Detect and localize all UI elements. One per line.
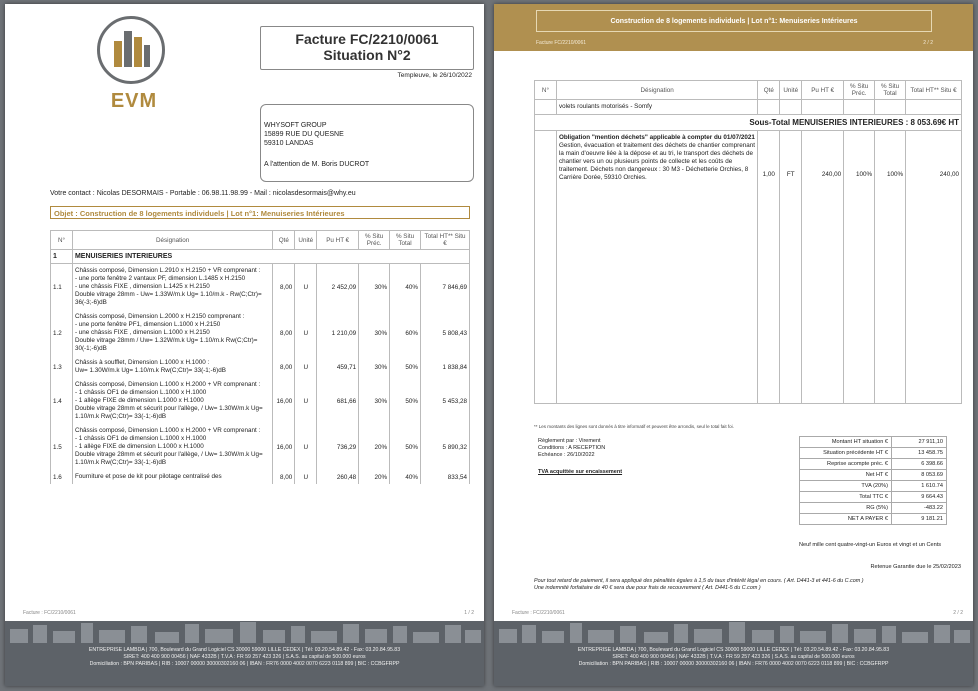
row-total: 833,54 [421,470,470,484]
row-qte: 16,00 [273,378,295,424]
company-footer-line3: Domiciliation : BPN PARIBAS | RIB : 10007 00000 30000302160 06 | IBAN : FR76 0000 4002 0070 6223 0118 899 | BIC : CCBGFRPP [578,661,889,667]
row-designation: Châssis à soufflet, Dimension L.1000 x H.1000 : Uw= 1.30W/m.k Ug= 1.10/m.k Rw(C;Ctr)= 33(-1;-6)dB [72,356,272,378]
col-num: N° [535,81,557,100]
rounding-note: ** Les montants des lignes sont donnés à titre informatif et peuvent être arrondis, seul le total fait foi. [534,424,734,429]
dechets-prec: 100% [844,131,875,186]
subtotal-row [535,115,962,131]
totals-label: NET A PAYER € [800,514,892,525]
contact-line: Votre contact : Nicolas DESORMAIS - Portable : 06.98.11.98.99 - Mail : nicolasdesormais@why.eu [50,190,356,197]
col-designation: Désignation [556,81,757,100]
row-qte: 8,00 [273,264,295,311]
row-unite: U [295,378,317,424]
client-name: WHYSOFT GROUP [264,122,327,129]
row-total: 1 838,84 [421,356,470,378]
row-pu: 736,29 [317,424,359,470]
col-unite: Unité [295,231,317,250]
footer-ref: Facture : FC/2210/0061 [512,610,565,616]
dechets-qte: 1,00 [758,131,780,186]
invoice-table [50,230,470,484]
dechets-desc: Gestion, évacuation et traitement des déchets de chantier comprenant la main d'oeuvre liée à la dépose et au tri, le transport des déchets de chantier vers un ou plusieurs points de collecte et les coûts de traitement. Déchets non dangereux : 30 M3 - Déchetterie Orchies, 8 Carrière Dorée, 59310 Orchies. [558,142,755,181]
totals-label: TVA (20%) [800,481,892,492]
subtotal-text: Sous-Total MENUISERIES INTERIEURES : 8 053.69€ HT [535,115,962,131]
row-situ-total: 40% [390,470,421,484]
totals-label: Net HT € [800,470,892,481]
table-row [535,131,962,186]
dechets-total: 240,00 [906,131,962,186]
totals-table [799,436,947,525]
tva-note: TVA acquittée sur encaissement [538,469,623,475]
situation-title: Situation N°2 [323,47,411,63]
payment-conditions: Conditions : A RECEPTION [538,445,606,451]
row-situ-total: 40% [390,264,421,311]
table-row [51,310,470,356]
company-footer-band [494,621,973,686]
totals-value: -483.22 [892,503,947,514]
totals-value: 8 053.69 [892,470,947,481]
col-unite: Unité [780,81,802,100]
col-prec: % Situ Préc. [844,81,875,100]
row-prec: 20% [359,470,390,484]
row-prec: 30% [359,310,390,356]
object-line: Objet : Construction de 8 logements individuels | Lot n°1: Menuiseries Intérieures [50,206,470,219]
totals-value: 27 911,10 [892,437,947,448]
company-footer-line2: SIRET: 400 400 900 00456 | NAF 4332B | T.V.A : FR 59 257 423 326 | S.A.S. au capital de 500.000 euros [123,654,366,660]
section-num: 1 [51,250,73,264]
totals-value: 1 610.74 [892,481,947,492]
row-num: 1.2 [51,310,73,356]
table-row [51,356,470,378]
row-qte: 8,00 [273,470,295,484]
page2-header-page: 2 / 2 [923,40,933,46]
row-designation: Châssis composé, Dimension L.2910 x H.2150 + VR comprenant : - une porte fenêtre 2 vantaux PF, dimension L.1485 x H.2150 - une châssis FIXE , dimension L.1425 x H.2150 Double vitrage 28mm - Uw= 1.33W/m.k Ug= 1.10/m.k - Rw(C;Ctr)= 36(-3;-6)dB [72,264,272,311]
row-unite: U [295,470,317,484]
late-payment-penalties: Pour tout retard de paiement, il sera appliqué des pénalités égales à 1,5 du taux d'intérêt légal en cours. ( Art. D441-3 et 441-6 du C.com ) Une indemnité forfaitaire de 40 € sera due pour frais de recouvrement ( Art. D441-5 du C.com ) [534,578,864,591]
city-skyline-icon [494,621,973,643]
company-logo [97,16,165,84]
row-pu: 459,71 [317,356,359,378]
invoice-page-1 [5,4,484,686]
continued-row-text: volets roulants motorisés - Somfy [556,100,757,115]
col-prec: % Situ Préc. [359,231,390,250]
retenue-garantie: Retenue Garantie due le 25/02/2023 [870,564,961,570]
table-header-row [51,231,470,250]
company-footer-line1: ENTREPRISE LAMBDA | 700, Boulevard du Grand Logiciel CS 30000 59000 LILLE CEDEX | Tél: 03.20.54.89.42 - Fax: 03.20.84.95.83 [577,647,890,653]
row-designation: Fourniture et pose de kit pour pilotage centralisé des [72,470,272,484]
company-footer-line2: SIRET: 400 400 900 00456 | NAF 4332B | T.V.A : FR 59 257 423 326 | S.A.S. au capital de 500.000 euros [612,654,855,660]
totals-row [800,492,947,503]
row-total: 5 453,28 [421,378,470,424]
dechets-total-pct: 100% [875,131,906,186]
row-prec: 30% [359,378,390,424]
totals-label: Montant HT situation € [800,437,892,448]
totals-value: 9 664.43 [892,492,947,503]
table-row [51,470,470,484]
totals-label: Total TTC € [800,492,892,503]
row-prec: 30% [359,264,390,311]
totals-row [800,437,947,448]
client-street: 15899 RUE DU QUESNE [264,131,344,138]
totals-label: Reprise acompte préc. € [800,459,892,470]
row-unite: U [295,356,317,378]
company-footer-line3: Domiciliation : BPN PARIBAS | RIB : 10007 00000 30000302160 06 | IBAN : FR76 0000 4002 0070 6223 0118 899 | BIC : CCBGFRPP [89,661,400,667]
section-row [51,250,470,264]
table-filler-row [535,185,962,403]
col-situ-total: % Situ Total [390,231,421,250]
row-total: 5 808,43 [421,310,470,356]
totals-row [800,514,947,525]
invoice-table-continued [534,80,962,404]
invoice-title: Facture FC/2210/0061 [295,31,439,47]
page2-header-title: Construction de 8 logements individuels | Lot n°1: Menuiseries Intérieures [536,10,932,32]
table-row [51,424,470,470]
table-row [51,378,470,424]
totals-value: 13 458.75 [892,448,947,459]
row-total: 5 890,32 [421,424,470,470]
row-situ-total: 50% [390,356,421,378]
payment-terms [538,438,605,459]
row-designation: Châssis composé, Dimension L.1000 x H.2000 + VR comprenant : - 1 châssis OF1 de dimension L.1000 x H.1000 - 1 allège FIXE de dimension L.1000 x H.1000 Double vitrage 28mm et sécurit pour l'allège, / Uw= 1.30W/m.k Ug= 1.10/m.k Rw(C;Ctr)= 33(-1;-6)dB [72,378,272,424]
row-total: 7 846,69 [421,264,470,311]
totals-value: 6 398.66 [892,459,947,470]
company-footer-line1: ENTREPRISE LAMBDA | 700, Boulevard du Grand Logiciel CS 30000 59000 LILLE CEDEX | Tél: 03.20.54.89.42 - Fax: 03.20.84.95.83 [88,647,401,653]
dechets-unite: FT [780,131,802,186]
row-num: 1.1 [51,264,73,311]
row-unite: U [295,264,317,311]
row-qte: 8,00 [273,356,295,378]
footer-page: 1 / 2 [464,610,474,616]
company-footer-band [5,621,484,686]
totals-row [800,503,947,514]
footer-page: 2 / 2 [953,610,963,616]
totals-row [800,459,947,470]
logo-text: EVM [110,90,158,112]
totals-label: Situation précédente HT € [800,448,892,459]
col-total: Total HT** Situ € [421,231,470,250]
col-pu: Pu HT € [317,231,359,250]
invoice-date: Templeuve, le 26/10/2022 [397,72,472,79]
payment-method: Règlement par : Virement [538,438,601,444]
row-unite: U [295,424,317,470]
col-pu: Pu HT € [802,81,844,100]
row-pu: 2 452,09 [317,264,359,311]
col-total: Total HT** Situ € [906,81,962,100]
section-label: MENUISERIES INTERIEURES [72,250,469,264]
row-designation: Châssis composé, Dimension L.2000 x H.2150 comprenant : - une porte fenêtre PF1, dimension L.1000 x H.2150 - une châssis FIXE , dimension L.1000 x H.2150 Double vitrage 28mm / Uw= 1.32W/m.k Ug= 1.10/m.k Rw(C;Ctr)= 30(-1;-6)dB [72,310,272,356]
row-prec: 30% [359,356,390,378]
totals-label: RG (5%) [800,503,892,514]
row-num: 1.6 [51,470,73,484]
client-attention: A l'attention de M. Boris DUCROT [264,161,370,168]
totals-row [800,481,947,492]
col-num: N° [51,231,73,250]
row-qte: 8,00 [273,310,295,356]
payment-due: Echéance : 26/10/2022 [538,452,595,458]
row-num: 1.4 [51,378,73,424]
amount-in-words: Neuf mille cent quatre-vingt-un Euros et vingt et un Cents [799,542,942,548]
row-situ-total: 50% [390,424,421,470]
table-row [535,100,962,115]
dechets-title: Obligation "mention déchets" applicable à compter du 01/07/2021 [558,134,755,141]
row-situ-total: 60% [390,310,421,356]
row-designation: Châssis composé, Dimension L.1000 x H.2000 + VR comprenant : - 1 châssis OF1 de dimension L.1000 x H.1000 - 1 allège FIXE de dimension L.1000 x H.1000 Double vitrage 28mm et sécurit pour l'allège, / Uw= 1.30W/m.k Ug= 1.10/m.k Rw(C;Ctr)= 33(-1;-6)dB [72,424,272,470]
invoice-page-2 [494,4,973,686]
row-pu: 681,66 [317,378,359,424]
totals-row [800,448,947,459]
table-row [51,264,470,311]
client-city: 59310 LANDAS [264,140,314,147]
client-address-box [260,104,474,182]
row-num: 1.5 [51,424,73,470]
col-qte: Qté [758,81,780,100]
totals-value: 9 181.21 [892,514,947,525]
city-skyline-icon [5,621,484,643]
row-prec: 20% [359,424,390,470]
totals-row [800,470,947,481]
row-qte: 16,00 [273,424,295,470]
row-pu: 1 210,09 [317,310,359,356]
dechets-pu: 240,00 [802,131,844,186]
row-unite: U [295,310,317,356]
page2-header-ref: Facture FC/2210/0061 [536,40,587,46]
col-designation: Désignation [72,231,272,250]
col-situ-total: % Situ Total [875,81,906,100]
row-pu: 260,48 [317,470,359,484]
row-situ-total: 50% [390,378,421,424]
row-num: 1.3 [51,356,73,378]
footer-ref: Facture : FC/2210/0061 [23,610,76,616]
col-qte: Qté [273,231,295,250]
invoice-title-box [260,26,474,70]
table-header-row [535,81,962,100]
